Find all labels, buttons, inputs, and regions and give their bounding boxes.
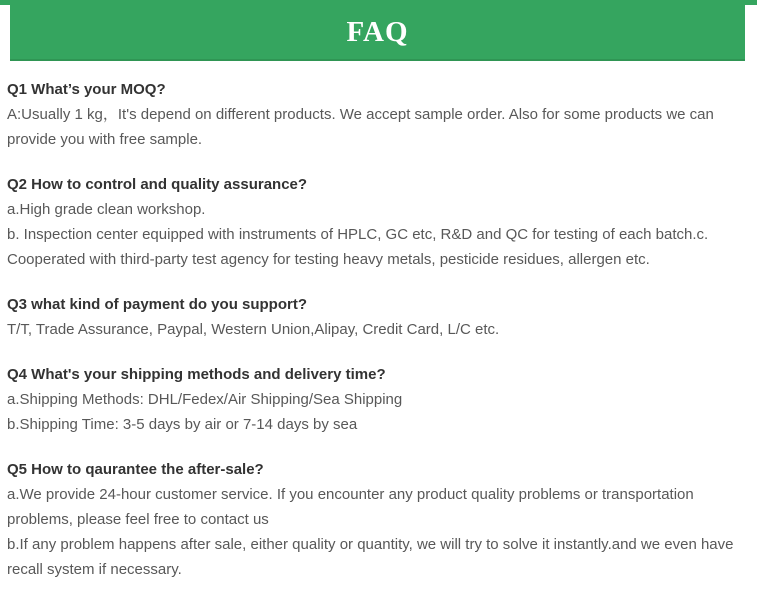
faq-answer: a.High grade clean workshop. <box>7 201 206 218</box>
faq-item <box>7 173 748 272</box>
faq-answer: b. Inspection center equipped with instruments of HPLC, GC etc, R&D and QC for testing of each batch.c. Cooperated with third-party test agency for testing heavy metals, pesticide residues, allergen etc. <box>7 226 709 268</box>
faq-answer: a.Shipping Methods: DHL/Fedex/Air Shipping/Sea Shipping <box>7 391 403 408</box>
faq-question: Q5 How to qaurantee the after-sale? <box>7 461 264 478</box>
faq-item <box>7 293 748 342</box>
faq-item <box>7 363 748 437</box>
faq-item <box>7 458 748 582</box>
faq-answer: b.Shipping Time: 3-5 days by air or 7-14 days by sea <box>7 416 358 433</box>
faq-question: Q1 What’s your MOQ? <box>7 81 166 98</box>
faq-answer: a.We provide 24-hour customer service. If you encounter any product quality problems or transportation problems, please feel free to contact us <box>7 486 694 528</box>
faq-answer: T/T, Trade Assurance, Paypal, Western Union,Alipay, Credit Card, L/C etc. <box>7 321 500 338</box>
faq-question: Q4 What's your shipping methods and delivery time? <box>7 366 386 383</box>
faq-header-banner <box>10 5 745 61</box>
faq-question: Q2 How to control and quality assurance? <box>7 176 308 193</box>
faq-answer: b.If any problem happens after sale, either quality or quantity, we will try to solve it instantly.and we even have recall system if necessary. <box>7 536 734 578</box>
faq-item <box>7 78 748 152</box>
faq-list <box>0 78 757 582</box>
faq-question: Q3 what kind of payment do you support? <box>7 296 308 313</box>
faq-title: FAQ <box>346 15 409 48</box>
faq-answer: A:Usually 1 kg，It's depend on different products. We accept sample order. Also for some products we can provide you with free sample. <box>7 106 714 148</box>
